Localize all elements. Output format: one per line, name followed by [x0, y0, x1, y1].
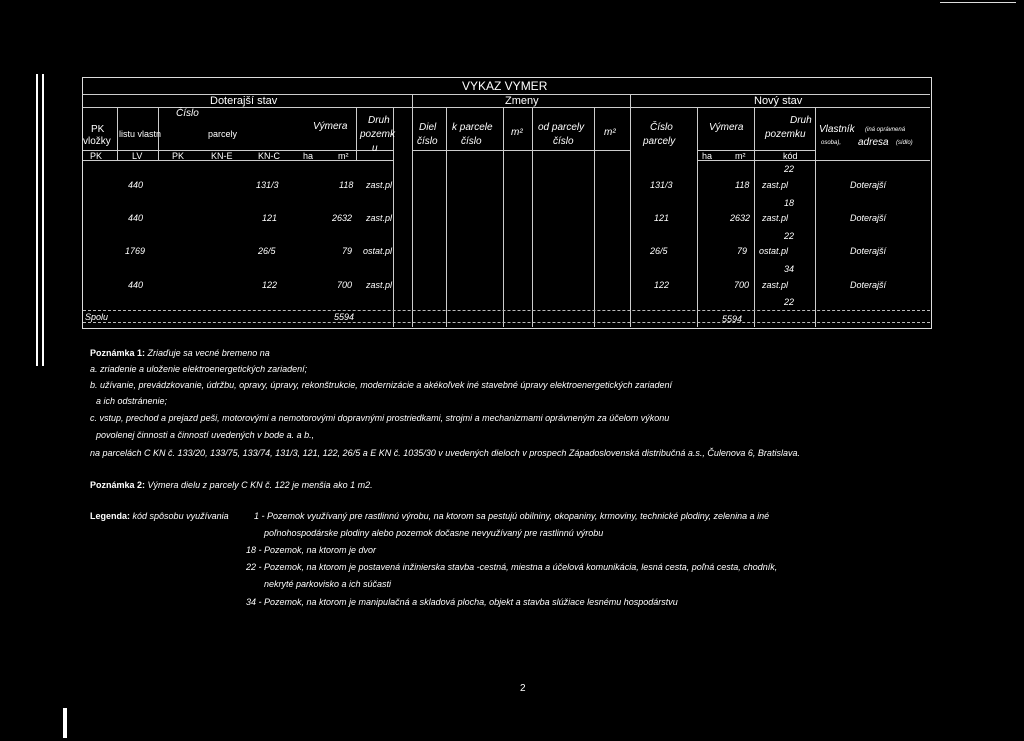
hdr-cislo: Číslo	[176, 108, 199, 119]
legend-label: Legenda:	[90, 511, 131, 521]
total-separator	[83, 322, 930, 323]
legend-item-1: 1 - Pozemok využívaný pre rastlinnú výrobu, na ktorom sa pestujú obilniny, okopaniny, krmoviny, technické plodiny, zelenina a iné	[254, 511, 770, 521]
hdr-u: u	[372, 143, 378, 154]
lv-cell: 1769	[125, 246, 146, 256]
total-old: 5594	[334, 312, 355, 322]
new-parcel-cell: 122	[654, 280, 670, 290]
lv-cell: 440	[128, 180, 144, 190]
hdr-vymera: Výmera	[313, 121, 348, 132]
note-a: a. zriadenie a uloženie elektroenergetických zariadení;	[90, 364, 308, 374]
page-number: 2	[520, 683, 526, 694]
new-area-cell: 118	[735, 180, 750, 190]
hdr-druh: Druh	[368, 115, 390, 126]
hdr-new-parcely: parcely	[643, 136, 676, 147]
new-druh-cell: zast.pl	[762, 180, 789, 190]
note-b-cont: a ich odstránenie;	[96, 396, 168, 406]
hdr-m2d: m²	[735, 151, 746, 161]
owner-cell: Doterajší	[850, 246, 887, 256]
legend-item-22: 22 - Pozemok, na ktorom je postavená inžinierska stavba -cestná, miestna a účelová komunikácia, lesná cesta, poľná cesta, chodník,	[246, 562, 778, 572]
note-2	[90, 480, 373, 490]
hdr-new-pozemku: pozemku	[765, 129, 806, 140]
new-area-cell: 2632	[730, 213, 751, 223]
owner-cell: Doterajší	[850, 213, 887, 223]
hdr-pk: PK	[91, 124, 105, 135]
note-1-label: Poznámka 1:	[90, 348, 146, 358]
hdr-pk2: PK	[90, 151, 103, 161]
new-parcel-cell: 121	[654, 213, 670, 223]
hdr-diel: Diel	[419, 122, 437, 133]
group-new: Nový stav	[754, 95, 803, 107]
note-b: b. užívanie, prevádzkovanie, údržbu, opravy, úpravy, rekonštrukcie, modernizácie a akékoľvek iné stavebné úpravy elektroenergetických zariadení	[90, 380, 673, 390]
table-title: VYKAZ VYMER	[462, 79, 548, 93]
hdr-osoba: osoba),	[821, 140, 842, 146]
lv-cell: 440	[128, 280, 144, 290]
total-label: Spolu	[85, 312, 109, 322]
hdr-new-druh: Druh	[790, 115, 812, 126]
area-cell: 2632	[332, 213, 353, 223]
kod-cell: 34	[784, 264, 795, 274]
legend-item-18: 18 - Pozemok, na ktorom je dvor	[246, 545, 377, 555]
top-rule	[940, 2, 1016, 3]
owner-cell: Doterajší	[850, 180, 887, 190]
hdr-sidlo: (sídlo)	[896, 140, 913, 146]
owner-cell: Doterajší	[850, 280, 887, 290]
hdr-m2c: m²	[338, 151, 349, 161]
area-cell: 700	[337, 280, 353, 290]
legend-item-22-cont: nekryté parkovisko a ich súčasti	[264, 579, 392, 589]
new-druh-cell: zast.pl	[762, 280, 789, 290]
hdr-new-cislo: Číslo	[650, 122, 673, 133]
hdr-kne: KN-E	[211, 151, 233, 161]
hdr-new-vymera: Výmera	[709, 122, 744, 133]
druh-cell: zast.pl	[366, 180, 393, 190]
hdr-vlozky: vložky	[83, 136, 111, 147]
area-cell: 118	[339, 180, 354, 190]
note-parcels: na parcelách C KN č. 133/20, 133/75, 133/74, 131/3, 121, 122, 26/5 a E KN č. 1035/30 v uvedených dieloch v prospech Západoslovenská distribučná a.s., Čulenova 6, Bratislava.	[90, 448, 800, 458]
new-area-cell: 700	[734, 280, 750, 290]
hdr-knc: KN-C	[258, 151, 280, 161]
hdr-m2-a: m²	[511, 127, 523, 138]
binding-margin	[36, 74, 48, 366]
parcel-cell: 122	[262, 280, 278, 290]
total-new: 5594	[722, 314, 743, 324]
note-1-text: Zriaďuje sa vecné bremeno na	[147, 348, 270, 358]
hdr-kparcele: k parcele	[452, 122, 493, 133]
note-2-label: Poznámka 2:	[90, 480, 146, 490]
new-parcel-cell: 26/5	[650, 246, 668, 256]
note-c-cont: povolenej činnosti a činností uvedených v bode a. a b.,	[96, 430, 315, 440]
new-druh-cell: ostat.pl	[759, 246, 789, 256]
note-2-text: Výmera dielu z parcely C KN č. 122 je menšia ako 1 m2.	[147, 480, 373, 490]
hdr-listu: listu vlastn	[119, 129, 162, 139]
parcel-cell: 121	[262, 213, 278, 223]
druh-cell: zast.pl	[366, 280, 393, 290]
druh-cell: zast.pl	[366, 213, 393, 223]
area-cell: 79	[342, 246, 353, 256]
hdr-odparcely: od parcely	[538, 122, 585, 133]
new-druh-cell: zast.pl	[762, 213, 789, 223]
legend-item-1-cont: poľnohospodárske plodiny alebo pozemok dočasne nevyužívaný pre rastlinnú výrobu	[264, 528, 604, 538]
hdr-vlastnik-small: (iná oprávnená	[865, 127, 906, 133]
kod-cell: 22	[784, 297, 795, 307]
kod-cell: 22	[784, 164, 795, 174]
hdr-adresa: adresa	[858, 137, 889, 148]
hdr-lv: LV	[132, 151, 143, 161]
parcel-cell: 26/5	[258, 246, 276, 256]
hdr-parcely: parcely	[208, 129, 238, 139]
hdr-pozemk: pozemk	[360, 129, 396, 140]
hdr-odparcely-cislo: číslo	[553, 136, 574, 147]
total-separator	[83, 310, 930, 311]
group-changes: Zmeny	[505, 95, 539, 107]
kod-cell: 18	[784, 198, 795, 208]
parcel-cell: 131/3	[256, 180, 279, 190]
hdr-diel-cislo: číslo	[417, 136, 438, 147]
kod-cell: 22	[784, 231, 795, 241]
new-parcel-cell: 131/3	[650, 180, 673, 190]
group-old: Doterajší stav	[210, 95, 278, 107]
note-c: c. vstup, prechod a prejazd peši, motorovými a nemotorovými dopravnými prostriedkami, strojmi a mechanizmami oprávneným za účelom výkonu	[90, 413, 670, 423]
hdr-pk3: PK	[172, 151, 185, 161]
druh-cell: ostat.pl	[363, 246, 393, 256]
hdr-kod: kód	[783, 151, 798, 161]
lv-cell: 440	[128, 213, 144, 223]
hdr-ha: ha	[303, 151, 314, 161]
hdr-kparcele-cislo: číslo	[461, 136, 482, 147]
new-area-cell: 79	[737, 246, 748, 256]
note-1	[90, 348, 270, 358]
legend	[90, 511, 229, 521]
hdr-m2-b: m²	[604, 127, 616, 138]
hdr-ha2: ha	[702, 151, 713, 161]
hdr-vlastnik: Vlastník	[819, 124, 855, 135]
margin-mark	[63, 708, 67, 738]
legend-item-34: 34 - Pozemok, na ktorom je manipulačná a skladová plocha, objekt a stavba slúžiace lesnému hospodárstvu	[246, 597, 678, 607]
legend-intro: kód spôsobu využívania	[132, 511, 229, 521]
